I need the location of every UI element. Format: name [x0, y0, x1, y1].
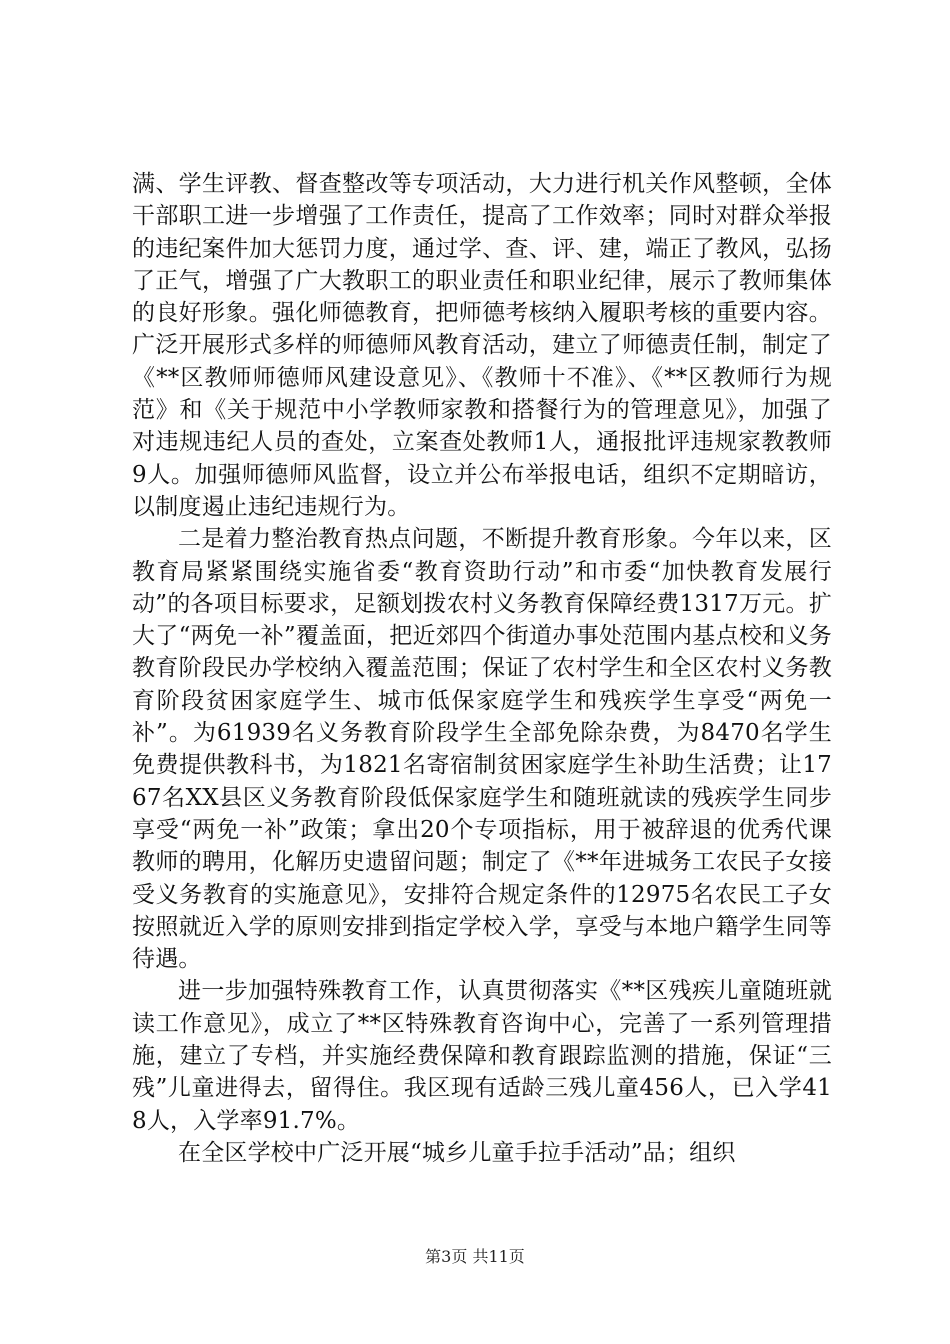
body-text — [132, 168, 832, 1169]
page-footer — [0, 1244, 950, 1267]
paragraph-4: 在全区学校中广泛开展“城乡儿童手拉手活动”品；组织 — [178, 1139, 736, 1166]
paragraph-3: 进一步加强特殊教育工作，认真贯彻落实《**区残疾儿童随班就读工作意见》，成立了**区特殊教育咨询中心，完善了一系列管理措施，建立了专档，并实施经费保障和教育跟踪监测的措施，保证“三残”儿童进得去，留得住。我区现有适龄三残儿童456人，已入学418人，入学率91.7%。 — [132, 978, 832, 1134]
paragraph-1: 满、学生评教、督查整改等专项活动，大力进行机关作风整顿，全体干部职工进一步增强了工作责任，提高了工作效率；同时对群众举报的违纪案件加大惩罚力度，通过学、查、评、建，端正了教风，弘扬了正气，增强了广大教职工的职业责任和职业纪律，展示了教师集体的良好形象。强化师德教育，把师德考核纳入履职考核的重要内容。广泛开展形式多样的师德师风教育活动，建立了师德责任制，制定了《**区教师师德师风建设意见》、《教师十不准》、《**区教师行为规范》和《关于规范中小学教师家教和搭餐行为的管理意见》，加强了对违规违纪人员的查处，立案查处教师1人，通报批评违规家教教师9人。加强师德师风监督，设立并公布举报电话，组织不定期暗访，以制度遏止违纪违规行为。 — [132, 171, 832, 520]
paragraph-2: 二是着力整治教育热点问题，不断提升教育形象。今年以来，区教育局紧紧围绕实施省委“教育资助行动”和市委“加快教育发展行动”的各项目标要求，足额划拨农村义务教育保障经费1317万元。扩大了“两免一补”覆盖面，把近郊四个街道办事处范围内基点校和义务教育阶段民办学校纳入覆盖范围；保证了农村学生和全区农村义务教育阶段贫困家庭学生、城市低保家庭学生和残疾学生享受“两免一补”。为61939名义务教育阶段学生全部免除杂费，为8470名学生免费提供教科书，为1821名寄宿制贫困家庭学生补助生活费；让1767名XX县区义务教育阶段低保家庭学生和随班就读的残疾学生同步享受“两免一补”政策；拿出20个专项指标，用于被辞退的优秀代课教师的聘用，化解历史遗留问题；制定了《**年进城务工农民子女接受义务教育的实施意见》，安排符合规定条件的12975名农民工子女按照就近入学的原则安排到指定学校入学，享受与本地户籍学生同等待遇。 — [132, 526, 832, 973]
page-number-label: 第3页 共11页 — [425, 1247, 525, 1266]
